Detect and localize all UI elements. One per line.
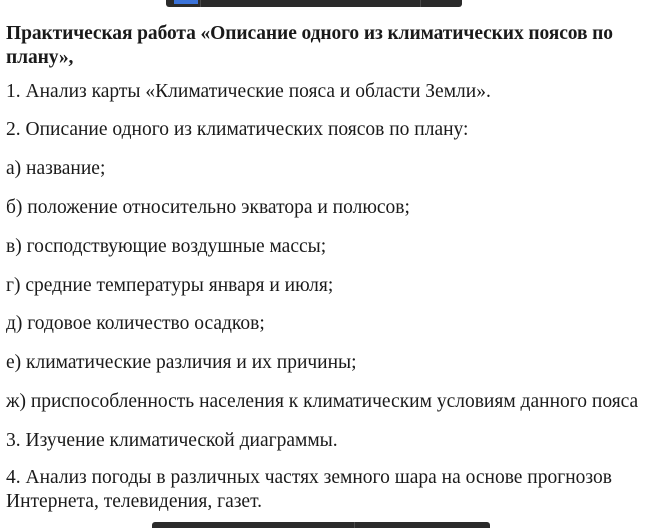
toolbar-divider xyxy=(200,0,201,7)
toolbar-accent-tab[interactable] xyxy=(174,0,198,4)
viewer-bottom-toolbar xyxy=(152,522,490,528)
list-item: в) господствующие воздушные массы; xyxy=(6,236,327,257)
list-item: б) положение относительно экватора и полюсов; xyxy=(6,197,410,218)
list-item: е) климатические различия и их причины; xyxy=(6,352,357,373)
list-item: а) название; xyxy=(6,158,106,179)
toolbar-divider xyxy=(420,0,421,7)
list-item: 1. Анализ карты «Климатические пояса и области Земли». xyxy=(6,81,491,102)
list-item: 3. Изучение климатической диаграммы. xyxy=(6,430,338,451)
viewer-top-toolbar xyxy=(166,0,462,7)
list-item: д) годовое количество осадков; xyxy=(6,313,265,334)
document-title: Практическая работа «Описание одного из климатических поясов по плану», xyxy=(6,23,613,68)
list-item: г) средние температуры января и июля; xyxy=(6,275,334,296)
list-item: 4. Анализ погоды в различных частях земного шара на основе прогнозов Интернета, телевидения, газет. xyxy=(6,467,612,512)
list-item: ж) приспособленность населения к климатическим условиям данного пояса xyxy=(6,391,639,412)
list-item: 2. Описание одного из климатических поясов по плану: xyxy=(6,119,469,140)
toolbar-divider xyxy=(354,522,355,528)
document-body xyxy=(6,22,671,514)
